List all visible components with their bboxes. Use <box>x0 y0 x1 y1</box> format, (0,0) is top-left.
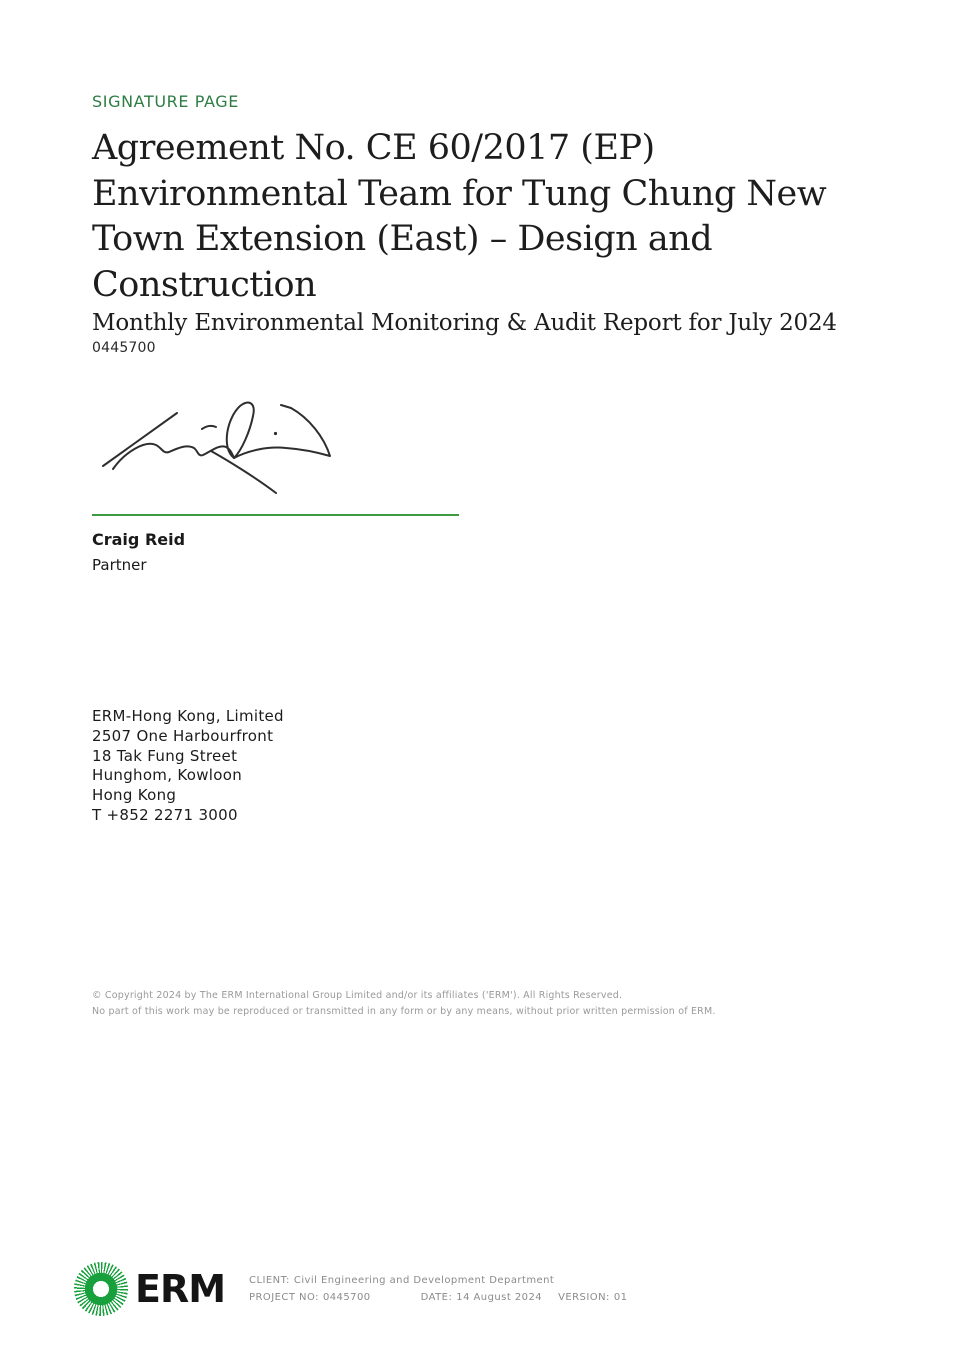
footer-meta-row <box>249 1289 627 1306</box>
project-no-label: PROJECT NO: <box>249 1292 319 1303</box>
title-line-2: Environmental Team for Tung Chung New <box>92 173 827 214</box>
title-line-4: Construction <box>92 264 317 305</box>
client-label: CLIENT: <box>249 1275 290 1286</box>
document-title <box>92 126 826 308</box>
footer-project-info <box>249 1272 627 1306</box>
company-name: ERM-Hong Kong, Limited <box>92 707 284 725</box>
page-footer <box>74 1262 627 1316</box>
company-address <box>92 707 284 826</box>
title-line-3: Town Extension (East) – Design and <box>92 219 713 259</box>
copyright-line-2: No part of this work may be reproduced or transmitted in any form or by any means, without prior written permission of ERM. <box>92 1005 716 1017</box>
copyright-notice <box>92 988 716 1019</box>
erm-logo <box>74 1262 225 1316</box>
signatory-name: Craig Reid <box>92 530 186 549</box>
company-phone: T +852 2271 3000 <box>92 805 238 824</box>
section-label: SIGNATURE PAGE <box>92 92 239 111</box>
date-label: DATE: <box>420 1292 453 1303</box>
client-value: Civil Engineering and Development Department <box>293 1275 555 1286</box>
document-subtitle: Monthly Environmental Monitoring & Audit Report for July 2024 <box>92 310 837 336</box>
signature-image <box>95 390 335 505</box>
signature-scribble <box>95 390 335 505</box>
project-no-value: 0445700 <box>322 1292 371 1303</box>
address-line: Hong Kong <box>92 786 177 805</box>
project-number: 0445700 <box>92 340 156 356</box>
signature-line <box>92 514 459 516</box>
signatory-role: Partner <box>92 556 147 574</box>
erm-sunburst-icon <box>74 1262 128 1316</box>
copyright-line-1: © Copyright 2024 by The ERM International Group Limited and/or its affiliates ('ERM'). All Rights Reserved. <box>92 990 623 1001</box>
address-line: 18 Tak Fung Street <box>92 746 238 765</box>
address-line: 2507 One Harbourfront <box>92 726 274 745</box>
version-value: 01 <box>613 1292 628 1303</box>
date-value: 14 August 2024 <box>456 1292 543 1303</box>
address-line: Hunghom, Kowloon <box>92 766 243 785</box>
version-label: VERSION: <box>558 1292 610 1303</box>
footer-client-row <box>249 1272 627 1289</box>
title-line-1: Agreement No. CE 60/2017 (EP) <box>92 128 655 168</box>
erm-logo-wordmark: ERM <box>135 1267 226 1311</box>
